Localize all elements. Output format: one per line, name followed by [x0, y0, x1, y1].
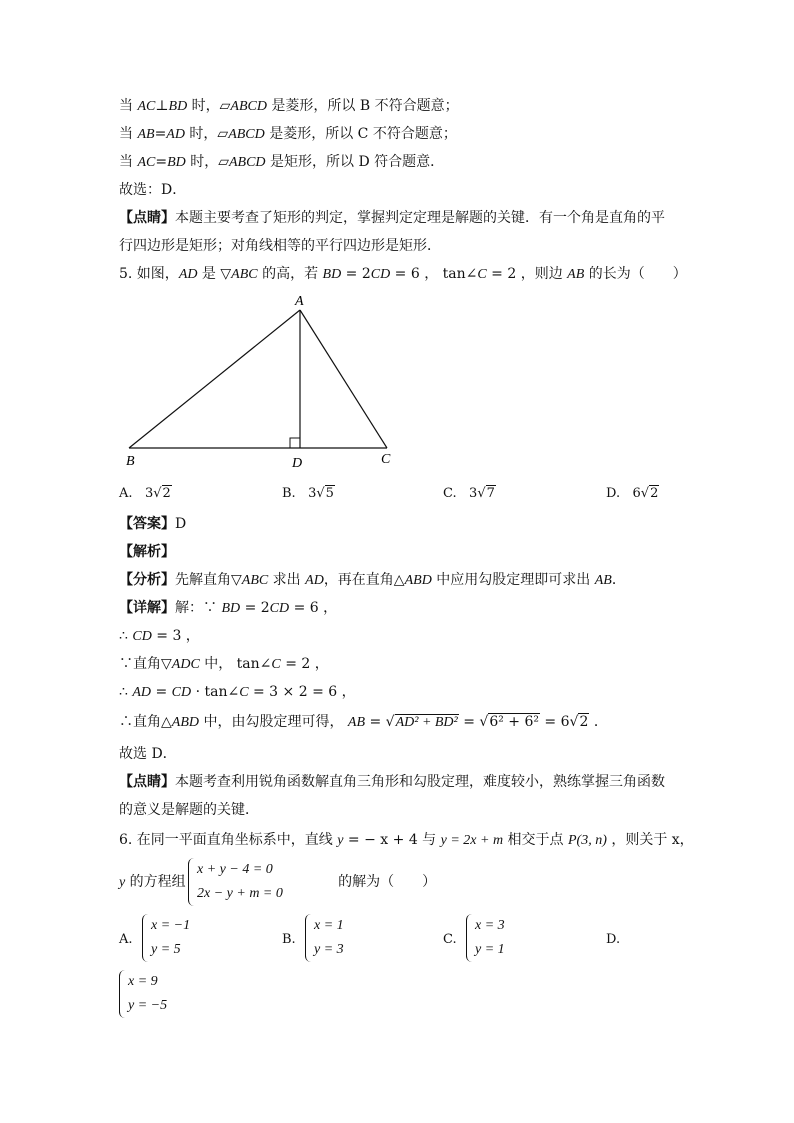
detail-line-2: ∴ CD = 3 ，: [119, 628, 200, 644]
parallelogram-symbol: ▱: [217, 126, 229, 142]
option-6-a-label[interactable]: A.: [119, 932, 133, 947]
option-5-a[interactable]: A. 3√2: [119, 486, 171, 501]
option-6-c[interactable]: x = 3 y = 1: [466, 914, 546, 962]
sqrt-icon: √: [479, 714, 489, 730]
sqrt-icon: √: [385, 714, 395, 730]
option-6-b[interactable]: x = 1 y = 3: [305, 914, 385, 962]
answer-line: 【答案】D: [119, 516, 187, 532]
detail-line-4: ∴ AD = CD · tan∠C = 3 × 2 = 6 ，: [119, 684, 356, 700]
text-line-6: 行四边形是矩形；对角线相等的平行四边形是矩形．: [119, 238, 441, 254]
triangle-symbol: ▽: [161, 656, 172, 672]
comment-line-2: 的意义是解题的关键．: [119, 802, 259, 818]
vertex-c-label: C: [381, 452, 391, 467]
question-6-line-2: y 的方程组 的解为（ ）: [119, 874, 437, 890]
text-line-2: 当 AB=AD 时，▱ABCD 是菱形，所以 C 不符合题意；: [119, 126, 457, 142]
sqrt-icon: √: [569, 714, 579, 730]
detail-line-6: 故选 D．: [119, 746, 177, 762]
text-line-5: 【点睛】本题主要考查了矩形的判定，掌握判定定理是解题的关键．有一个角是直角的平: [119, 210, 665, 226]
sqrt-icon: √: [153, 486, 162, 501]
option-6-d[interactable]: x = 9 y = −5: [119, 970, 199, 1018]
triangle-symbol: ▽: [220, 266, 232, 282]
vertex-d-label: D: [292, 456, 303, 471]
sqrt-icon: √: [316, 486, 325, 501]
text-line-1: 当 AC⊥BD 时，▱ABCD 是菱形，所以 B 不符合题意；: [119, 98, 459, 114]
detail-line-5: ∴直角△ABD 中，由勾股定理可得， AB = √AD² + BD² = √6² + 6² = 6√2 ．: [119, 714, 608, 730]
triangle-symbol: ▽: [231, 572, 242, 588]
sqrt-icon: √: [477, 486, 486, 501]
option-6-d-label[interactable]: D.: [606, 932, 621, 947]
text-line-3: 当 AC=BD 时，▱ABCD 是矩形，所以 D 符合题意．: [119, 154, 445, 170]
option-6-c-label[interactable]: C.: [443, 932, 457, 947]
parallelogram-symbol: ▱: [219, 98, 231, 114]
sqrt-icon: √: [640, 486, 650, 501]
analysis-line: 【分析】先解直角▽ABC 求出 AD，再在直角△ABD 中应用勾股定理即可求出 AB．: [119, 572, 626, 588]
option-5-c[interactable]: C. 3√7: [443, 486, 495, 501]
question-5: 5. 如图，AD 是 ▽ABC 的高，若 BD = 2CD = 6 ， tan∠C = 2 ，则边 AB 的长为（ ）: [119, 266, 687, 282]
vertex-a-label: A: [295, 294, 304, 309]
question-6-line-1: 6. 在同一平面直角坐标系中，直线 y = − x + 4 与 y = 2x + m 相交于点 P(3, n) ，则关于 x，: [119, 832, 694, 848]
vertex-b-label: B: [126, 454, 135, 469]
option-6-a[interactable]: x = −1 y = 5: [142, 914, 222, 962]
parallelogram-symbol: ▱: [218, 154, 229, 170]
option-5-d[interactable]: D. 6√2: [606, 486, 659, 501]
equation-system: x + y − 4 = 0 2x − y + m = 0: [188, 858, 338, 906]
comment-line-1: 【点睛】本题考查利用锐角函数解直角三角形和勾股定理，难度较小，熟练掌握三角函数: [119, 774, 665, 790]
text-line-4: 故选：D．: [119, 182, 187, 198]
detail-line-1: 【详解】解：∵ BD = 2CD = 6 ，: [119, 600, 338, 616]
triangle-figure: [110, 288, 410, 473]
detail-line-3: ∵直角▽ADC 中， tan∠C = 2 ，: [119, 656, 329, 672]
option-5-b[interactable]: B. 3√5: [282, 486, 334, 501]
option-6-b-label[interactable]: B.: [282, 932, 296, 947]
analysis-heading: 【解析】: [119, 544, 175, 560]
